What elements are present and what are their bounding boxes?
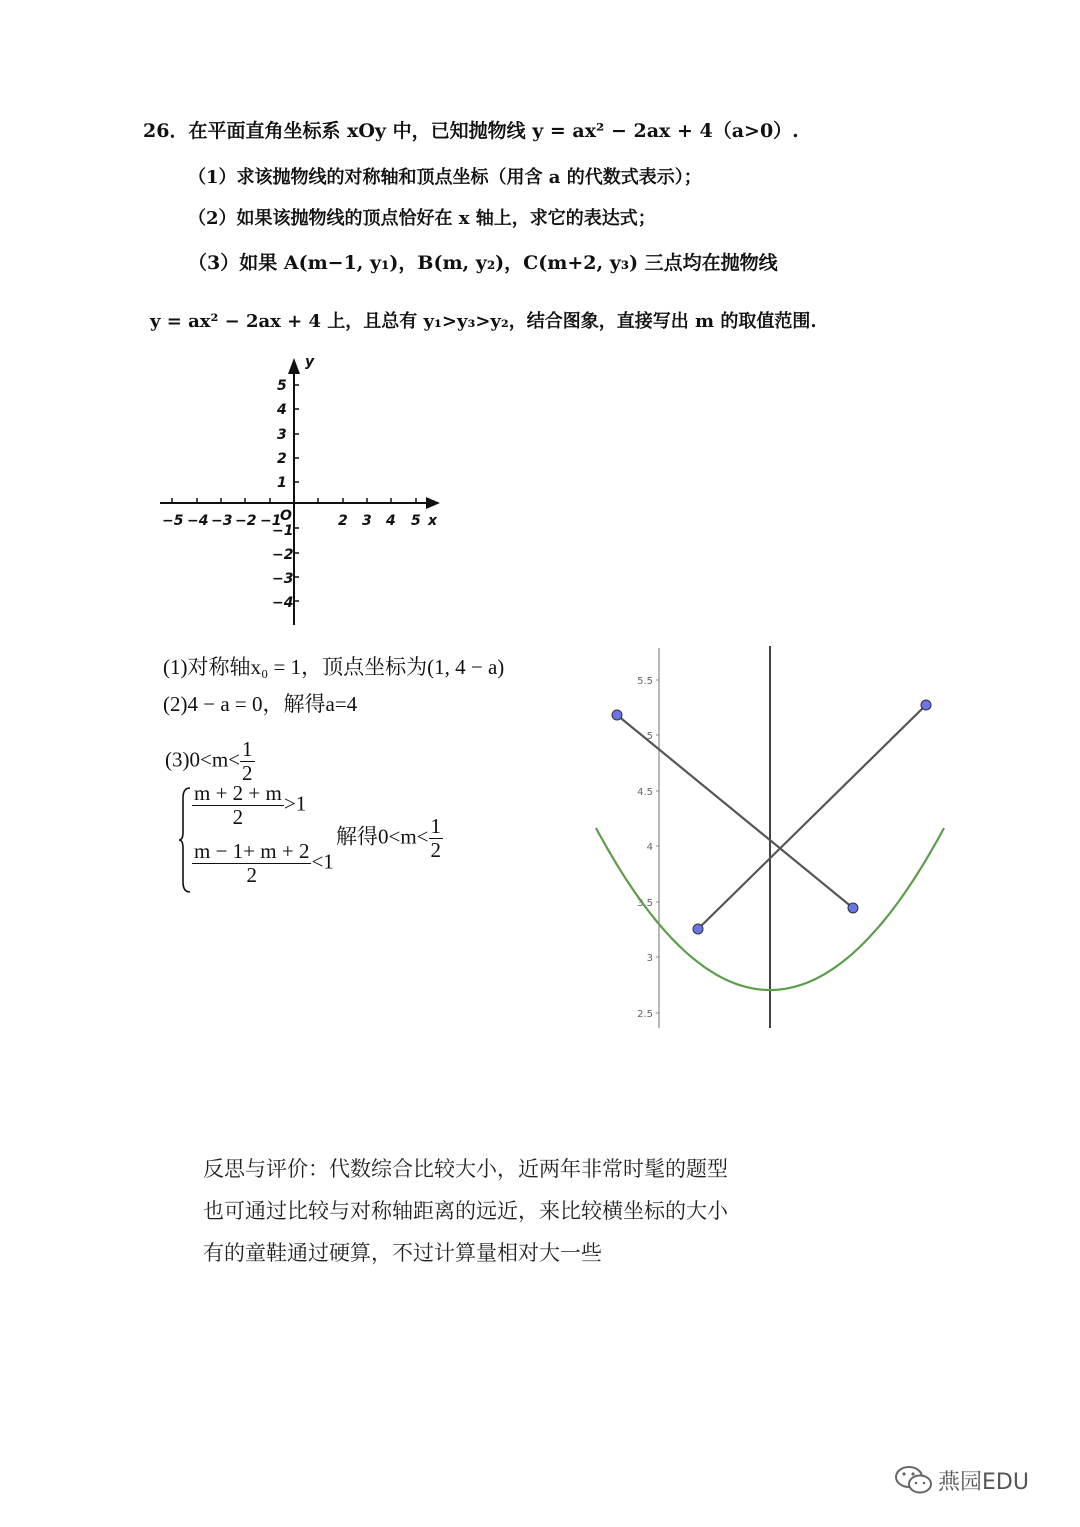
- graph-y-tick: 4: [646, 842, 653, 853]
- origin-label: O: [280, 508, 292, 524]
- point-marker: [612, 710, 622, 720]
- y-tick-label: −1: [272, 523, 294, 539]
- y-tick-label: 4: [277, 402, 287, 418]
- graph-y-tick: 4.5: [637, 787, 653, 798]
- x-axis-label: x: [428, 513, 438, 529]
- y-tick-label: 2: [277, 451, 287, 467]
- solution-result: 解得0<m< $\frac{1}{2}$: [336, 814, 442, 863]
- fraction-one-half: $\frac{1}{2}$: [430, 814, 442, 863]
- answer-part1: (1)对称轴x₀ = 1，顶点坐标为(1, 4 − a): [163, 655, 505, 679]
- y-tick-label: 3: [277, 427, 287, 443]
- x-axis-arrow: [426, 497, 440, 509]
- x-tick-label: 5: [411, 513, 421, 529]
- graph-y-tick: 3: [646, 953, 653, 964]
- graph-y-tick: 3.5: [637, 898, 653, 909]
- question-title: 26．在平面直角坐标系 xOy 中，已知抛物线 y = ax² − 2ax + 4（a>0）.: [143, 120, 799, 142]
- reflection-line-3: 有的童鞋通过硬算，不过计算量相对大一些: [203, 1241, 602, 1265]
- point-marker: [848, 903, 858, 913]
- point-marker: [693, 924, 703, 934]
- y-tick-label: 1: [277, 475, 287, 491]
- y-tick-label: −4: [272, 595, 294, 611]
- reflection-line-1: 反思与评价：代数综合比较大小，近两年非常时髦的题型: [203, 1157, 728, 1181]
- wechat-icon: [893, 1462, 935, 1498]
- watermark-text: 燕园EDU: [938, 1470, 1029, 1495]
- y-axis-label: y: [305, 354, 315, 370]
- x-tick-label: −1: [260, 513, 282, 529]
- relation: >1: [283, 791, 307, 816]
- x-tick-label: 3: [362, 513, 372, 529]
- fraction-one-half: $\frac{1}{2}$: [242, 737, 253, 786]
- graph-y-tick: 2.5: [637, 1009, 653, 1020]
- point-marker: [921, 700, 931, 710]
- question-part3-line1: （3）如果 A(m−1, y₁)，B(m, y₂)，C(m+2, y₃) 三点均在抛物线: [188, 252, 778, 274]
- reflection-line-2: 也可通过比较与对称轴距离的远近，来比较横坐标的大小: [203, 1199, 728, 1223]
- question-part1: （1）求该抛物线的对称轴和顶点坐标（用含 a 的代数式表示）；: [188, 167, 702, 188]
- question-part2: （2）如果该抛物线的顶点恰好在 x 轴上，求它的表达式；: [188, 208, 656, 229]
- fraction: $\frac{m + 2 + m}{2}$: [194, 781, 282, 830]
- relation: <1: [311, 849, 334, 874]
- x-tick-label: −3: [211, 513, 233, 529]
- coordinate-axes-figure: [150, 350, 450, 635]
- graph-y-tick: 5.5: [637, 676, 653, 687]
- answer-part3-prefix: (3)0<m<: [165, 747, 241, 772]
- y-tick-label: −2: [272, 547, 294, 563]
- x-tick-label: 2: [338, 513, 348, 529]
- left-brace: [178, 786, 192, 894]
- inequality-row-1: [192, 782, 306, 829]
- answer-part2: (2)4 − a = 0，解得a=4: [163, 692, 358, 716]
- chord-line: [698, 705, 926, 929]
- fraction: $\frac{m - 1+ m + 2}{2}$: [194, 839, 310, 888]
- y-tick-label: −3: [272, 571, 294, 587]
- x-tick-label: 4: [386, 513, 396, 529]
- parabola-graph: [590, 640, 960, 1035]
- y-axis-arrow: [288, 358, 300, 374]
- question-part3-line2: y = ax² − 2ax + 4 上，且总有 y₁>y₃>y₂，结合图象，直接写出 m 的取值范围.: [150, 311, 817, 332]
- x-tick-label: −5: [162, 513, 184, 529]
- y-tick-label: 5: [277, 378, 287, 394]
- inequality-row-2: [192, 840, 334, 887]
- answer-part3: [165, 738, 255, 785]
- graph-y-tick: 5: [646, 731, 653, 742]
- x-tick-label: −2: [235, 513, 257, 529]
- x-tick-label: −4: [187, 513, 209, 529]
